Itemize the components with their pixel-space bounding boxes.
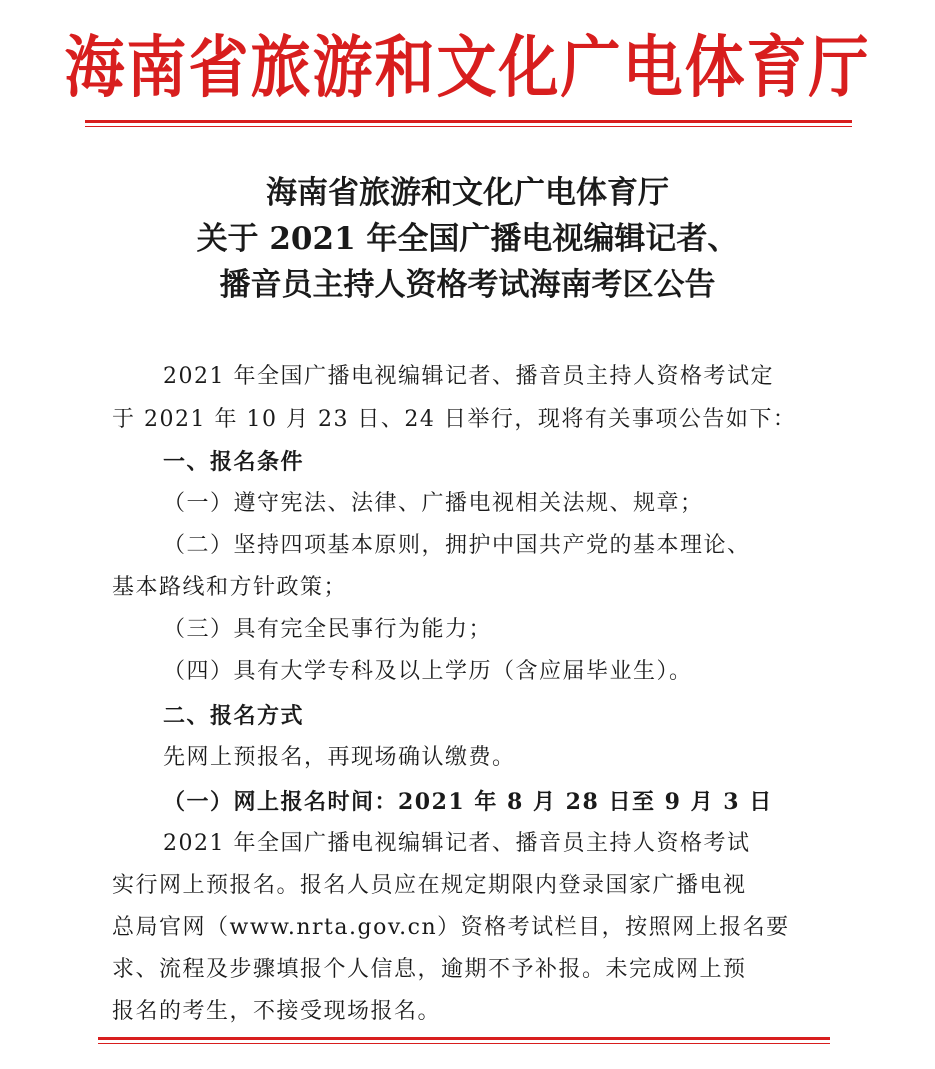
intro-line-2: 于 2021 年 10 月 23 日、24 日举行，现将有关事项公告如下： <box>112 407 797 432</box>
condition-2-line-1: （二）坚持四项基本原则，拥护中国共产党的基本理论、 <box>163 533 751 558</box>
header-rule-thin <box>85 126 852 127</box>
online-paragraph-line-1: 2021 年全国广播电视编辑记者、播音员主持人资格考试 <box>163 831 751 856</box>
section-1-heading: 一、报名条件 <box>163 449 305 475</box>
online-paragraph-line-4: 求、流程及步骤填报个人信息，逾期不予补报。未完成网上预 <box>112 957 747 982</box>
document-title-line-3: 播音员主持人资格考试海南考区公告 <box>219 267 716 303</box>
online-registration-heading: （一）网上报名时间：2021 年 8 月 28 日至 9 月 3 日 <box>163 789 773 815</box>
condition-2-line-2: 基本路线和方针政策； <box>112 575 348 600</box>
online-paragraph-line-5: 报名的考生，不接受现场报名。 <box>112 999 442 1024</box>
condition-1: （一）遵守宪法、法律、广播电视相关法规、规章； <box>163 491 704 516</box>
header-rule-thick <box>85 120 852 123</box>
method-intro: 先网上预报名，再现场确认缴费。 <box>163 745 516 770</box>
section-2-heading: 二、报名方式 <box>163 703 305 729</box>
online-paragraph-line-2: 实行网上预报名。报名人员应在规定期限内登录国家广播电视 <box>112 873 747 898</box>
footer-rule-thin <box>98 1043 830 1044</box>
online-paragraph-line-3: 总局官网（www.nrta.gov.cn）资格考试栏目，按照网上报名要 <box>112 915 790 940</box>
intro-line-1: 2021 年全国广播电视编辑记者、播音员主持人资格考试定 <box>163 364 774 389</box>
footer-rule-thick <box>98 1037 830 1040</box>
document-title-line-1: 海南省旅游和文化广电体育厅 <box>266 175 669 211</box>
agency-header: 海南省旅游和文化广电体育厅 <box>64 28 871 108</box>
condition-3: （三）具有完全民事行为能力； <box>163 617 493 642</box>
document-title-line-2: 关于 2021 年全国广播电视编辑记者、 <box>196 221 739 257</box>
condition-4: （四）具有大学专科及以上学历（含应届毕业生）。 <box>163 659 693 684</box>
